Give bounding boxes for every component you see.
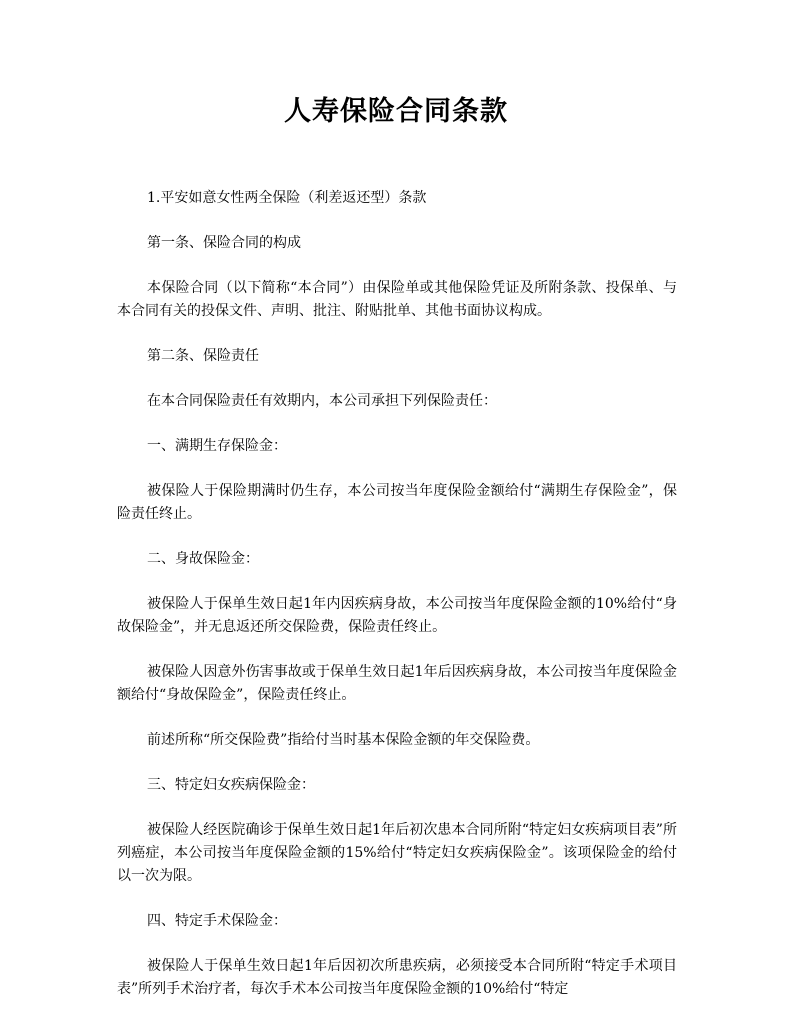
article-heading-1: 第一条、保险合同的构成 bbox=[147, 235, 301, 251]
document-body bbox=[117, 187, 677, 1023]
section-heading-death: 二、身故保险金： bbox=[147, 551, 259, 567]
clause-title: 1.平安如意女性两全保险（利差返还型）条款 bbox=[147, 190, 427, 206]
paragraph-death-benefit-2: 被保险人因意外伤害事故或于保单生效日起1年后因疾病身故，本公司按当年度保险金额给付“身故保险金”，保险责任终止。 bbox=[117, 664, 677, 703]
paragraph-death-benefit-1: 被保险人于保单生效日起1年内因疾病身故，本公司按当年度保险金额的10%给付“身故保险金”，并无息返还所交保险费，保险责任终止。 bbox=[117, 596, 677, 635]
paragraph-surgery-benefit: 被保险人于保单生效日起1年后因初次所患疾病，必须接受本合同所附“特定手术项目表”所列手术治疗者，每次手术本公司按当年度保险金额的10%给付“特定 bbox=[117, 958, 677, 997]
paragraph-maturity-benefit: 被保险人于保险期满时仍生存，本公司按当年度保险金额给付“满期生存保险金”，保险责任终止。 bbox=[117, 483, 677, 522]
paragraph-premium-definition: 前述所称“所交保险费”指给付当时基本保险金额的年交保险费。 bbox=[147, 732, 540, 748]
article-heading-2: 第二条、保险责任 bbox=[147, 348, 259, 364]
paragraph-female-disease-benefit: 被保险人经医院确诊于保单生效日起1年后初次患本合同所附“特定妇女疾病项目表”所列癌症，本公司按当年度保险金额的15%给付“特定妇女疾病保险金”。该项保险金的给付以一次为限。 bbox=[117, 822, 677, 884]
paragraph-contract-composition: 本保险合同（以下简称“本合同”）由保险单或其他保险凭证及所附条款、投保单、与本合同有关的投保文件、声明、批注、附贴批单、其他书面协议构成。 bbox=[117, 280, 677, 319]
section-heading-female-disease: 三、特定妇女疾病保险金： bbox=[147, 777, 315, 793]
section-heading-surgery: 四、特定手术保险金： bbox=[147, 913, 287, 929]
section-heading-maturity: 一、满期生存保险金： bbox=[147, 438, 287, 454]
document-title: 人寿保险合同条款 bbox=[284, 96, 508, 127]
paragraph-liability-intro: 在本合同保险责任有效期内，本公司承担下列保险责任： bbox=[147, 393, 497, 409]
